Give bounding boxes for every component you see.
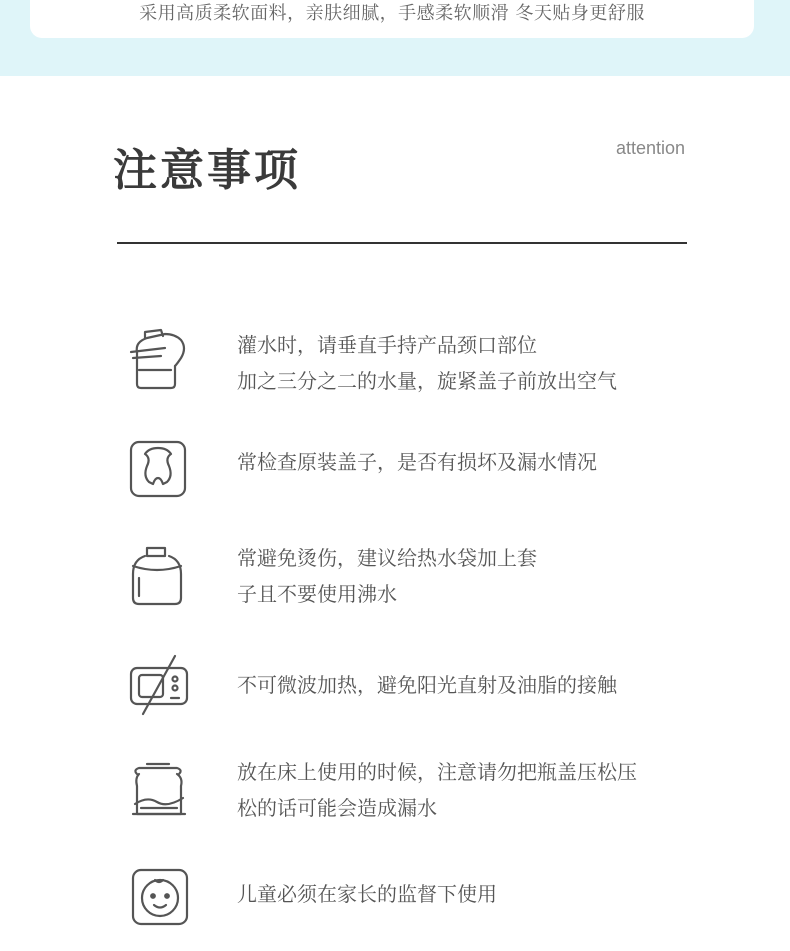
water-bag-icon bbox=[125, 542, 193, 610]
notice-line: 放在床上使用的时候，注意请勿把瓶盖压松压 bbox=[237, 760, 637, 784]
banner-text: 采用高质柔软面料，亲肤细腻，手感柔软顺滑 冬天贴身更舒服 bbox=[139, 3, 645, 24]
notice-line: 不可微波加热，避免阳光直射及油脂的接触 bbox=[237, 673, 617, 697]
bed-pressure-icon bbox=[125, 758, 193, 826]
top-band bbox=[0, 0, 790, 76]
cap-seal-icon bbox=[125, 436, 193, 504]
bottle-pour-icon bbox=[125, 326, 193, 394]
banner-card bbox=[30, 0, 754, 38]
notice-line: 儿童必须在家长的监督下使用 bbox=[237, 882, 497, 906]
notice-line: 子且不要使用沸水 bbox=[237, 582, 397, 606]
notice-line: 常避免烫伤，建议给热水袋加上套 bbox=[237, 546, 537, 570]
no-microwave-icon bbox=[125, 652, 193, 720]
section-title: 注意事项 bbox=[113, 145, 301, 196]
notice-line: 加之三分之二的水量，旋紧盖子前放出空气 bbox=[237, 369, 617, 393]
divider bbox=[117, 242, 687, 244]
notice-line: 常检查原装盖子，是否有损坏及漏水情况 bbox=[237, 450, 597, 474]
section-subtitle: attention bbox=[615, 138, 685, 158]
notice-line: 灌水时，请垂直手持产品颈口部位 bbox=[237, 333, 537, 357]
notice-line: 松的话可能会造成漏水 bbox=[237, 796, 437, 820]
child-face-icon bbox=[125, 864, 193, 932]
